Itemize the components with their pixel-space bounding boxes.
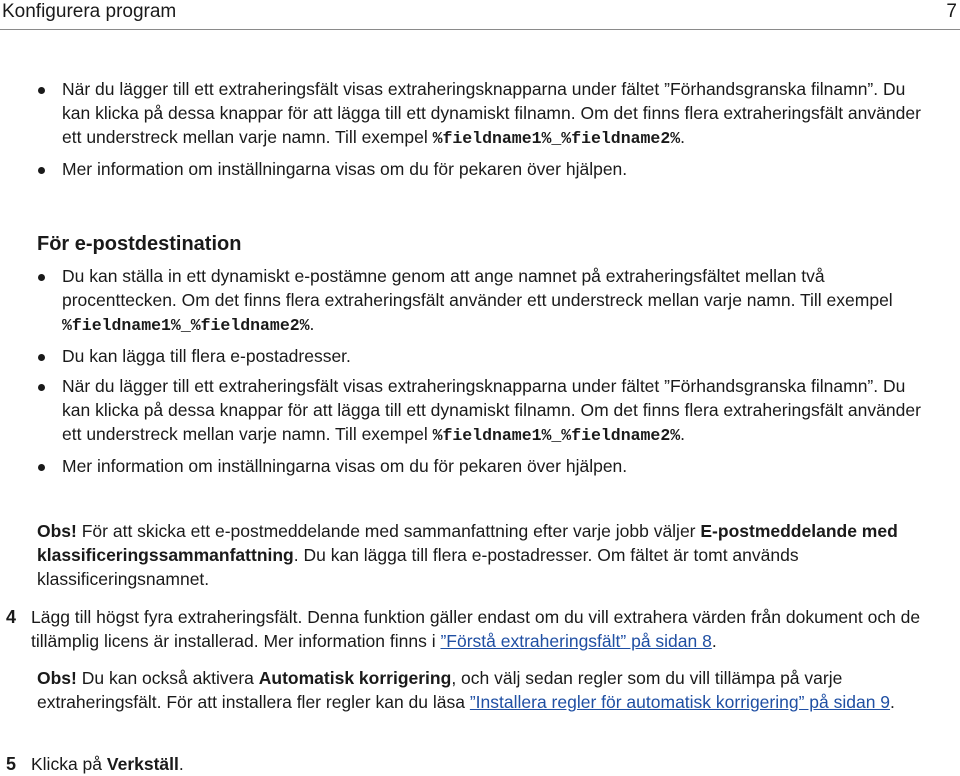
bullet-icon (38, 354, 45, 361)
note-text: För att skicka ett e-postmeddelande med sammanfattning efter varje jobb väljer (76, 521, 701, 541)
step-number: 5 (6, 754, 17, 774)
ui-term: Verkställ (106, 754, 179, 774)
note-label: Obs! (37, 521, 77, 541)
bullet-text-end: . (309, 314, 315, 334)
bullet-text: Mer information om inställningarna visas om du för pekaren över hjälpen. (62, 159, 628, 179)
list-item (0, 77, 960, 151)
list-item (0, 344, 960, 368)
bullet-text: När du lägger till ett extraheringsfält visas extraheringsknapparna under fältet ”Förhandsgranska filnamn”. Du kan klicka på dessa knappar för att lägga till ett dynamiskt filnamn. Om det finns flera extraheringsfält använder ett understreck mellan varje namn. Till exempel (62, 376, 921, 444)
section-heading: För e-postdestination (37, 233, 242, 255)
bullet-list-filename (0, 77, 960, 187)
page-number: 7 (946, 1, 957, 22)
list-item (0, 157, 960, 181)
bullet-icon (38, 87, 45, 94)
bullet-icon (38, 384, 45, 391)
bullet-icon (38, 167, 45, 174)
header-title: Konfigurera program (2, 1, 177, 22)
bullet-text: Du kan ställa in ett dynamiskt e-postämne genom att ange namnet på extraheringsfältet mellan två procenttecken. Om det finns flera extraheringsfält använder ett understreck mellan varje namn. Till exempel (62, 266, 893, 310)
step-text-end: . (711, 631, 717, 651)
note-label: Obs! (37, 668, 77, 688)
list-item (0, 374, 960, 448)
note-text-end: . (890, 692, 895, 712)
code-sample: %fieldname1%_%fieldname2% (62, 316, 310, 335)
bullet-list-email (0, 264, 960, 484)
ui-term: E-postmeddelande med klassificeringssammanfattning (37, 521, 898, 565)
note-text: . Du kan lägga till flera e-postadresser. Om fältet är tomt används klassificeringsnamnet. (37, 545, 799, 589)
bullet-text-end: . (680, 424, 685, 444)
header-divider (0, 29, 960, 30)
link-extraction-fields[interactable]: ”Förstå extraheringsfält” på sidan 8 (440, 631, 712, 651)
note-text: , och välj sedan regler som du vill tillämpa på varje extraheringsfält. För att installera fler regler kan du läsa (37, 668, 843, 712)
link-install-rules[interactable]: ”Installera regler för automatisk korrigering” på sidan 9 (469, 692, 891, 712)
ui-term: Automatisk korrigering (258, 668, 452, 688)
list-item (0, 454, 960, 478)
step-text: Klicka på (31, 754, 107, 774)
page-header (0, 0, 960, 26)
bullet-text: Du kan lägga till flera e-postadresser. (62, 346, 351, 366)
list-item (0, 264, 960, 338)
step-number: 4 (6, 607, 17, 627)
note-email-summary (37, 519, 937, 591)
bullet-text: När du lägger till ett extraheringsfält visas extraheringsknapparna under fältet ”Förhandsgranska filnamn”. Du kan klicka på dessa knappar för att lägga till ett dynamiskt filnamn. Om det finns flera extraheringsfält använder ett understreck mellan varje namn. Till exempel (62, 79, 921, 147)
note-auto-correction (37, 666, 937, 714)
step-body (31, 605, 959, 653)
note-text: Du kan också aktivera (76, 668, 259, 688)
bullet-text-end: . (680, 127, 685, 147)
code-sample: %fieldname1%_%fieldname2% (432, 426, 681, 445)
bullet-icon (38, 464, 45, 471)
bullet-text: Mer information om inställningarna visas om du för pekaren över hjälpen. (62, 456, 628, 476)
bullet-icon (38, 274, 45, 281)
step-body (31, 752, 959, 776)
code-sample: %fieldname1%_%fieldname2% (432, 129, 681, 148)
step-text-end: . (178, 754, 184, 774)
step-text: Lägg till högst fyra extraheringsfält. Denna funktion gäller endast om du vill extrahera värden från dokument och de tillämplig licens är installerad. Mer information finns i (31, 607, 921, 651)
